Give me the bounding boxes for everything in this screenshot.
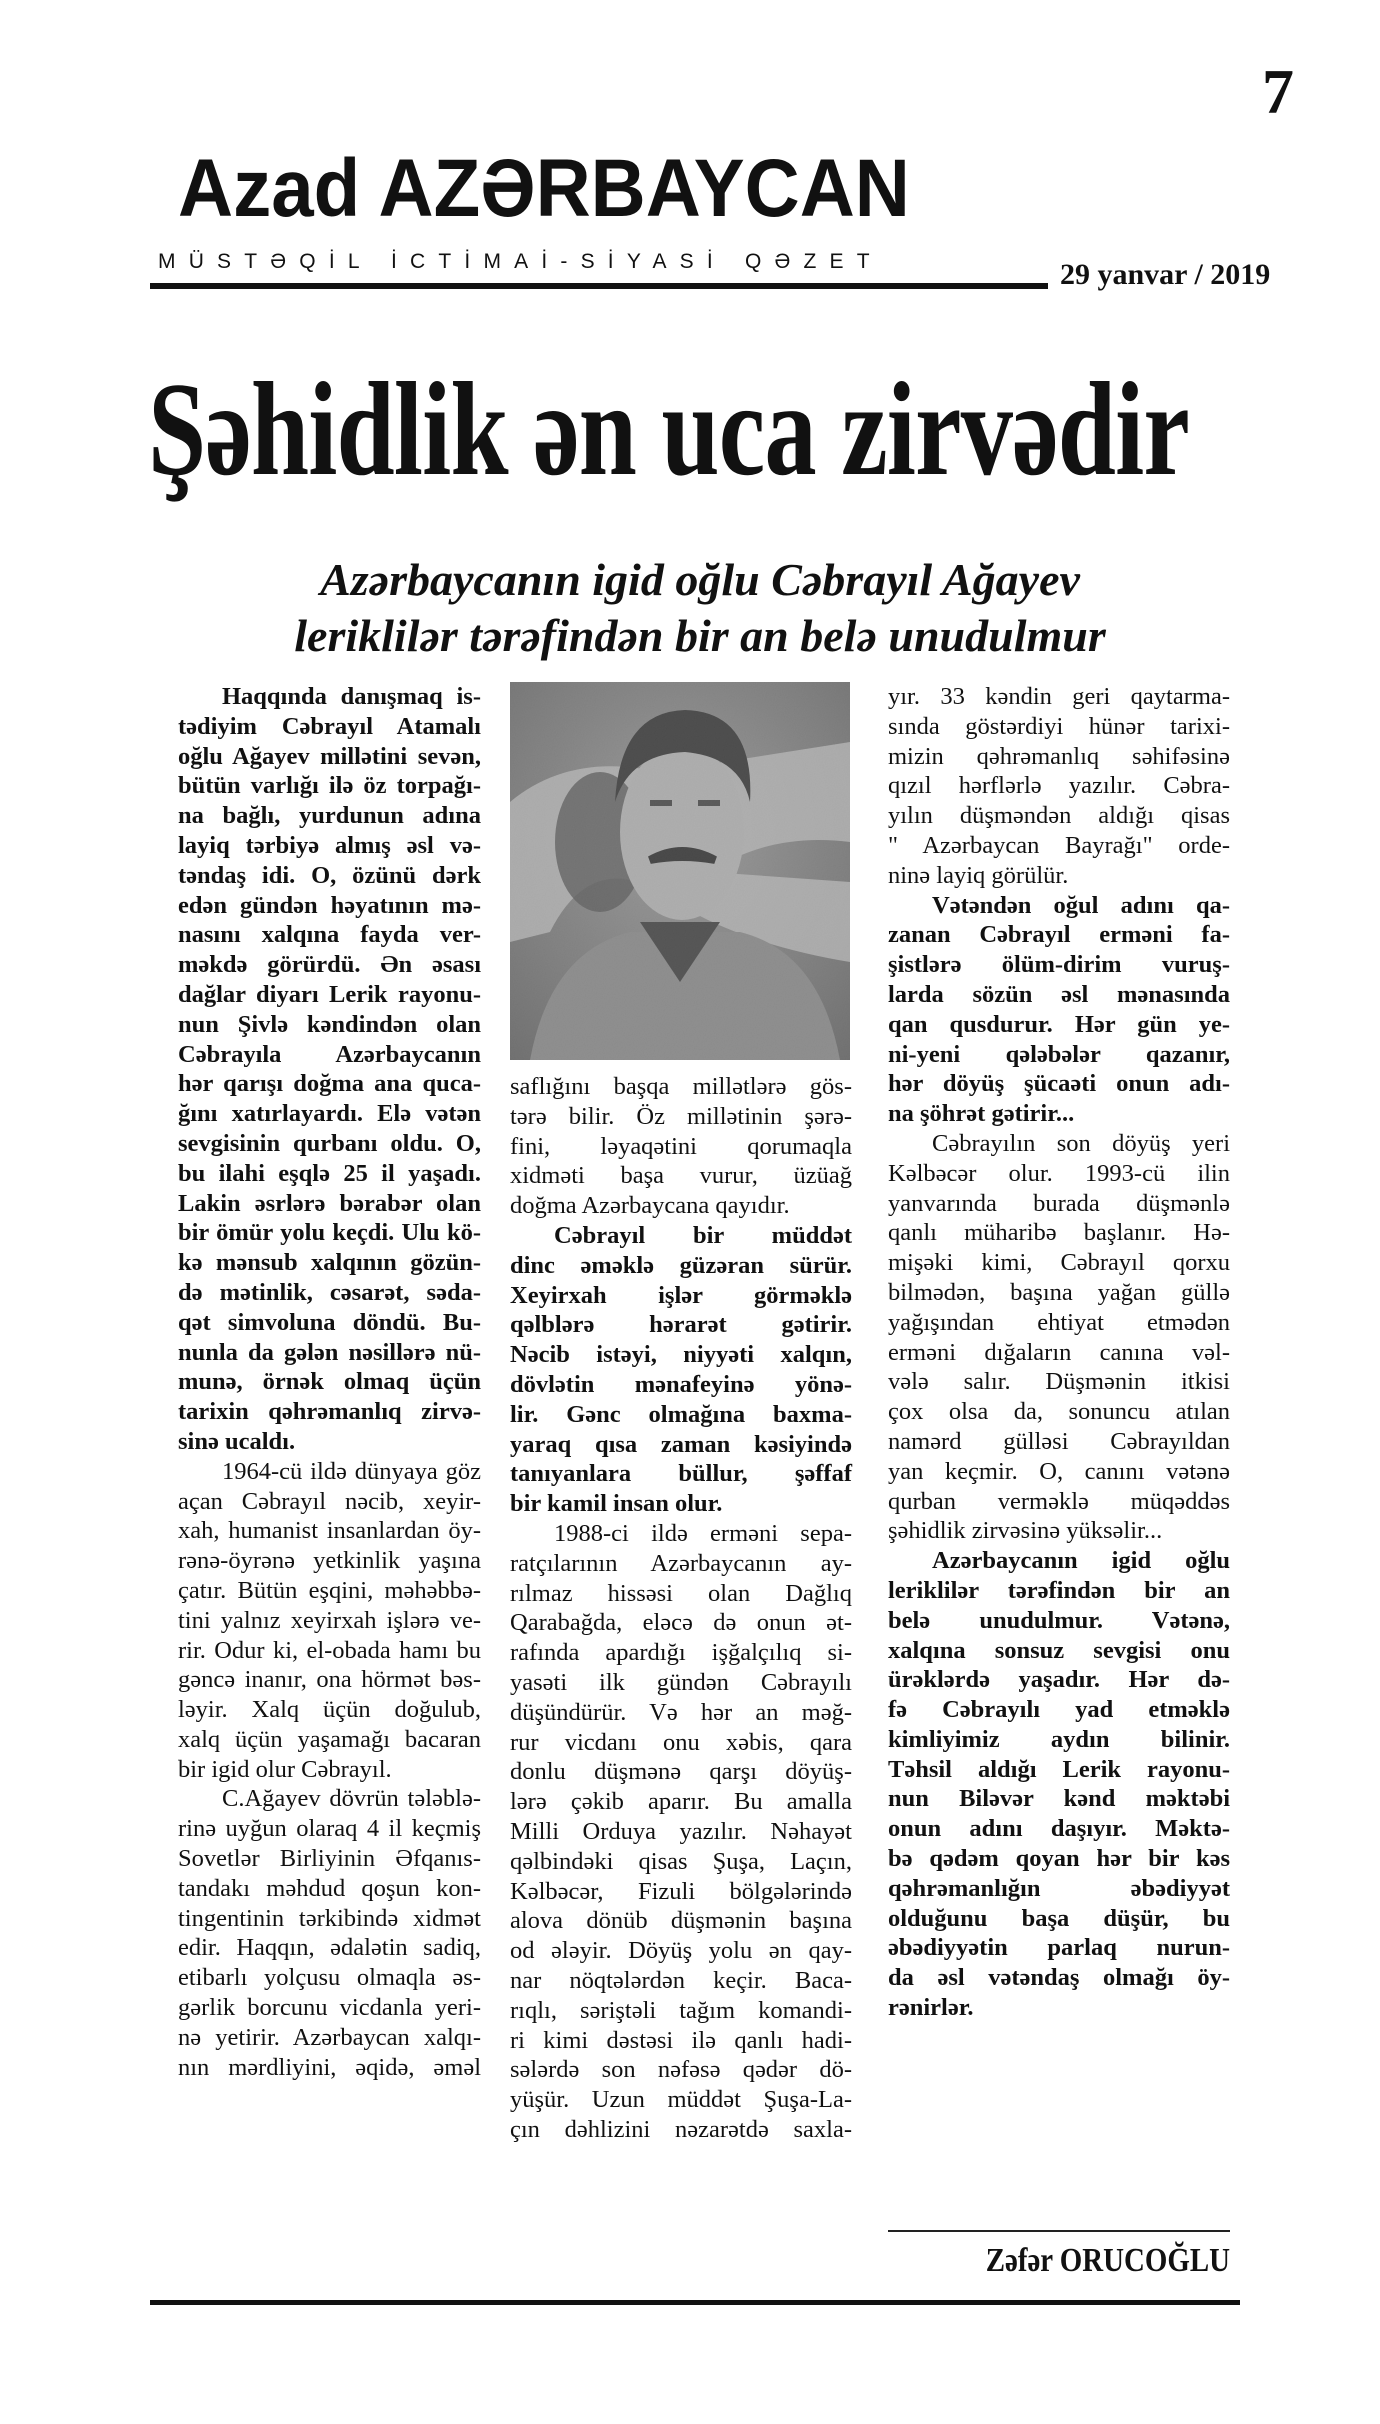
- text-line: rənə-öyrənə yetkinlik yaşına: [178, 1547, 481, 1575]
- text-line: qəlblərə hərarət gətirir.: [510, 1311, 852, 1339]
- text-line: doğma Azərbaycana qayıdır.: [510, 1192, 790, 1220]
- text-line: olduğunu başa düşür, bu: [888, 1904, 1230, 1932]
- portrait-image-icon: [510, 682, 850, 1060]
- text-line: Lakin əsrlərə bərabər olan: [178, 1189, 481, 1217]
- text-line: donlu düşmənə qarşı döyüş-: [510, 1758, 852, 1786]
- text-line: yır. 33 kəndin geri qaytarma-: [888, 683, 1230, 710]
- text-line: da əsl vətəndaş olmağı öy-: [888, 1964, 1230, 1992]
- text-line: ürəklərdə yaşadır. Hər də-: [888, 1666, 1230, 1694]
- text-line: dövlətin mənafeyinə yönə-: [510, 1370, 852, 1398]
- text-line: nunla da gələn nəsillərə nü-: [178, 1338, 481, 1366]
- footer-rule: [150, 2300, 1240, 2305]
- text-line: Cəbrayılın son döyüş yeri: [932, 1129, 1230, 1157]
- text-line: mizin qəhrəmanlıq səhifəsinə: [888, 742, 1230, 770]
- text-line: rənirlər.: [888, 1994, 974, 2022]
- text-line: dağlar diyarı Lerik rayonu-: [178, 980, 481, 1008]
- text-line: gərlik borcunu vicdanla yeri-: [178, 1994, 481, 2022]
- text-line: saflığını başqa millətlərə gös-: [510, 1073, 852, 1100]
- text-line: şistlərə ölüm-dirim vuruş-: [888, 951, 1230, 979]
- text-line: edən gündən həyatının mə-: [178, 891, 481, 919]
- portrait-photo: [510, 682, 850, 1060]
- text-line: çın dəhlizini nəzarətdə saxla-: [510, 2115, 852, 2143]
- text-line: qəlbindəki qisas Şuşa, Laçın,: [510, 1847, 852, 1875]
- text-line: lir. Gənc olmağına baxma-: [510, 1400, 852, 1428]
- article-author: Zəfər ORUCOĞLU: [985, 2242, 1230, 2279]
- text-line: 1964-cü ildə dünyaya göz: [222, 1457, 481, 1485]
- text-line: nasını xalqına fayda ver-: [178, 921, 481, 949]
- text-line: Sovetlər Birliyinin Əfqanıs-: [178, 1845, 481, 1873]
- text-line: Cəbrayıl bir müddət: [554, 1221, 852, 1249]
- text-line: ğını xatırlayardı. Elə vətən: [178, 1100, 481, 1128]
- text-line: bir igid olur Cəbrayıl.: [178, 1755, 392, 1783]
- text-line: tandakı məhdud qoşun kon-: [178, 1874, 481, 1902]
- text-line: layiq tərbiyə almış əsl və-: [178, 831, 481, 859]
- text-line: " Azərbaycan Bayrağı" orde-: [888, 831, 1230, 859]
- text-line: lərə çəkib aparır. Bu amalla: [510, 1788, 852, 1816]
- text-line: xalqına sonsuz sevgisi onu: [888, 1636, 1230, 1664]
- text-line: ləyir. Xalq üçün doğulub,: [178, 1696, 481, 1724]
- text-line: tərə bilir. Öz millətinin şərə-: [510, 1102, 852, 1130]
- text-line: qəhrəmanlığın əbədiyyət: [888, 1874, 1230, 1902]
- text-line: munə, örnək olmaq üçün: [178, 1368, 481, 1396]
- text-line: də mətinlik, cəsarət, səda-: [178, 1278, 481, 1306]
- text-line: yüşür. Uzun müddət Şuşa-La-: [510, 2086, 852, 2114]
- text-line: Təhsil aldığı Lerik rayonu-: [888, 1755, 1230, 1783]
- text-line: Azərbaycanın igid oğlu: [932, 1547, 1230, 1575]
- text-line: larda sözün əsl mənasında: [888, 980, 1230, 1008]
- text-line: Nəcib istəyi, niyyəti xalqın,: [510, 1341, 852, 1369]
- text-line: sında göstərdiyi hünər tarixi-: [888, 712, 1230, 740]
- text-line: tingentinin tərkibində xidmət: [178, 1904, 481, 1932]
- article-column-1: [178, 682, 481, 2082]
- text-line: sinə ucaldı.: [178, 1427, 296, 1455]
- text-line: rir. Odur ki, el-obada hamı bu: [178, 1636, 481, 1664]
- text-line: yasəti ilk gündən Cəbrayılı: [510, 1668, 852, 1696]
- text-line: na bağlı, yurdunun adına: [178, 802, 481, 830]
- text-line: etibarlı yolçusu olmaqla əs-: [178, 1964, 481, 1992]
- text-line: yılın düşməndən aldığı qisas: [888, 802, 1230, 830]
- text-line: onun adını daşıyır. Məktə-: [888, 1815, 1230, 1843]
- text-line: yan keçmir. O, canını vətənə: [888, 1457, 1230, 1485]
- newspaper-subtitle: MÜSTƏQİL İCTİMAİ-SİYASİ QƏZET: [158, 250, 883, 273]
- text-line: qızıl hərflərlə yazılır. Cəbra-: [888, 772, 1230, 800]
- newspaper-title: Azad AZƏRBAYCAN: [178, 143, 910, 234]
- text-line: tanıyanlara büllur, şəffaf: [510, 1460, 852, 1488]
- text-line: bə qədəm qoyan hər bir kəs: [888, 1845, 1230, 1873]
- text-line: Milli Orduya yazılır. Nəhayət: [510, 1817, 852, 1845]
- page-number: 7: [1262, 56, 1294, 127]
- text-line: məkdə görürdü. Ən əsası: [178, 951, 481, 979]
- text-line: qurban verməklə müqəddəs: [888, 1487, 1230, 1515]
- text-line: zanan Cəbrayıl erməni fa-: [888, 921, 1230, 949]
- text-line: kə mənsub xalqının gözün-: [178, 1249, 481, 1277]
- text-line: əbədiyyətin parlaq nurun-: [888, 1934, 1230, 1962]
- article-headline: Şəhidlik ən uca zirvədir: [148, 355, 1190, 503]
- text-line: xah, humanist insanlardan öy-: [178, 1517, 481, 1545]
- text-line: Cəbrayıla Azərbaycanın: [178, 1040, 481, 1068]
- text-line: leriklilər tərəfindən bir an: [888, 1576, 1230, 1604]
- text-line: od ələyir. Döyüş yolu ən qay-: [510, 1937, 852, 1965]
- text-line: gəncə inanır, ona hörmət bəs-: [178, 1666, 481, 1694]
- text-line: oğlu Ağayev millətini sevən,: [178, 742, 481, 770]
- text-line: fini, ləyaqətini qorumaqla: [510, 1132, 852, 1160]
- text-line: fə Cəbrayılı yad etməklə: [888, 1696, 1230, 1724]
- subheadline-line: leriklilər tərəfindən bir an belə unudulmur: [294, 610, 1106, 661]
- text-line: ninə layiq görülür.: [888, 861, 1069, 889]
- text-line: xidməti başa vurur, üzüağ: [510, 1162, 852, 1190]
- text-line: şəhidlik zirvəsinə yüksəlir...: [888, 1517, 1163, 1545]
- text-line: qət simvoluna döndü. Bu-: [178, 1308, 481, 1336]
- text-line: rılmaz hissəsi olan Dağlıq: [510, 1579, 852, 1607]
- text-line: nar nöqtələrdən keçir. Baca-: [510, 1966, 852, 1994]
- text-line: Kəlbəcər olur. 1993-cü ilin: [888, 1159, 1230, 1187]
- text-line: sələrdə son nəfəsə qədər dö-: [510, 2056, 852, 2084]
- text-line: yağışından ehtiyat etmədən: [888, 1308, 1230, 1336]
- article-subheadline: [160, 552, 1240, 664]
- text-line: bu ilahi eşqlə 25 il yaşadı.: [178, 1159, 481, 1187]
- text-line: çatır. Bütün eşqini, məhəbbə-: [178, 1576, 481, 1604]
- text-line: yaraq qısa zaman kəsiyində: [510, 1430, 852, 1458]
- text-line: vələ salır. Düşmənin itkisi: [888, 1368, 1230, 1396]
- text-line: bilmədən, başına yağan güllə: [888, 1278, 1230, 1306]
- text-line: yanvarında burada düşmənlə: [888, 1189, 1230, 1217]
- text-line: nın mərdliyini, əqidə, əməl: [178, 2053, 481, 2081]
- text-line: Kəlbəcər, Fizuli bölgələrində: [510, 1877, 852, 1905]
- text-line: ri kimi dəstəsi ilə qanlı hadi-: [510, 2026, 852, 2054]
- text-line: qan qusdurur. Hər gün ye-: [888, 1010, 1230, 1038]
- text-line: rinə uyğun olaraq 4 il keçmiş: [178, 1815, 481, 1843]
- text-line: təndaş idi. O, özünü dərk: [178, 861, 481, 889]
- text-line: mişəki kimi, Cəbrayıl qorxu: [888, 1249, 1230, 1277]
- text-line: Qarabağda, eləcə də onun ət-: [510, 1609, 852, 1637]
- text-line: alova dönüb düşmənin başına: [510, 1907, 852, 1935]
- article-column-2: [510, 1072, 852, 2145]
- text-line: kimliyimiz aydın bilinir.: [888, 1725, 1230, 1753]
- subheadline-line: Azərbaycanın igid oğlu Cəbrayıl Ağayev: [320, 554, 1080, 605]
- text-line: Vətəndən oğul adını qa-: [932, 891, 1230, 919]
- text-line: qanlı müharibə başlanır. Hə-: [888, 1219, 1230, 1247]
- text-line: nə yetirir. Azərbaycan xalqı-: [178, 2023, 481, 2051]
- text-line: rıqlı, səriştəli tağım komandi-: [510, 1996, 852, 2024]
- text-line: rafında apardığı işğalçılıq si-: [510, 1639, 852, 1667]
- text-line: erməni dığaların canına vəl-: [888, 1338, 1230, 1366]
- masthead-rule: [150, 283, 1048, 289]
- text-line: açan Cəbrayıl nəcib, xeyir-: [178, 1487, 481, 1515]
- text-line: hər qarışı doğma ana quca-: [178, 1070, 481, 1098]
- text-line: ni-yeni qələbələr qazanır,: [888, 1040, 1230, 1068]
- text-line: rur vicdanı onu xəbis, qara: [510, 1728, 852, 1756]
- text-line: C.Ağayev dövrün tələblə-: [222, 1785, 481, 1813]
- text-line: tarixin qəhrəmanlıq zirvə-: [178, 1398, 481, 1426]
- text-line: nun Şivlə kəndindən olan: [178, 1010, 481, 1038]
- text-line: nun Biləvər kənd məktəbi: [888, 1785, 1230, 1813]
- text-line: sevgisinin qurbanı oldu. O,: [178, 1129, 481, 1157]
- text-line: belə unudulmur. Vətənə,: [888, 1606, 1230, 1634]
- text-line: ratçılarının Azərbaycanın ay-: [510, 1549, 852, 1577]
- text-line: namərd gülləsi Cəbrayıldan: [888, 1427, 1230, 1455]
- text-line: düşündürür. Və hər an məğ-: [510, 1698, 852, 1726]
- text-line: bir ömür yolu keçdi. Ulu kö-: [178, 1219, 481, 1247]
- text-line: tədiyim Cəbrayıl Atamalı: [178, 712, 481, 740]
- text-line: dinc əməklə güzəran sürür.: [510, 1251, 852, 1279]
- text-line: tini yalnız xeyirxah işlərə ve-: [178, 1606, 481, 1634]
- text-line: Xeyirxah işlər görməklə: [510, 1281, 852, 1309]
- text-line: xalq üçün yaşamağı bacaran: [178, 1725, 481, 1753]
- text-line: çox olsa da, sonuncu atılan: [888, 1398, 1230, 1426]
- text-line: na şöhrət gətirir...: [888, 1100, 1075, 1128]
- article-column-3: [888, 682, 1230, 2023]
- text-line: hər döyüş şücaəti onun adı-: [888, 1070, 1230, 1098]
- author-rule: [888, 2230, 1230, 2232]
- text-line: edir. Haqqın, ədalətin sadiq,: [178, 1934, 481, 1962]
- text-line: 1988-ci ildə erməni sepa-: [554, 1519, 852, 1547]
- text-line: bir kamil insan olur.: [510, 1490, 723, 1518]
- text-line: Haqqında danışmaq is-: [222, 683, 481, 710]
- text-line: bütün varlığı ilə öz torpağı-: [178, 772, 481, 800]
- issue-date: 29 yanvar / 2019: [1060, 258, 1271, 291]
